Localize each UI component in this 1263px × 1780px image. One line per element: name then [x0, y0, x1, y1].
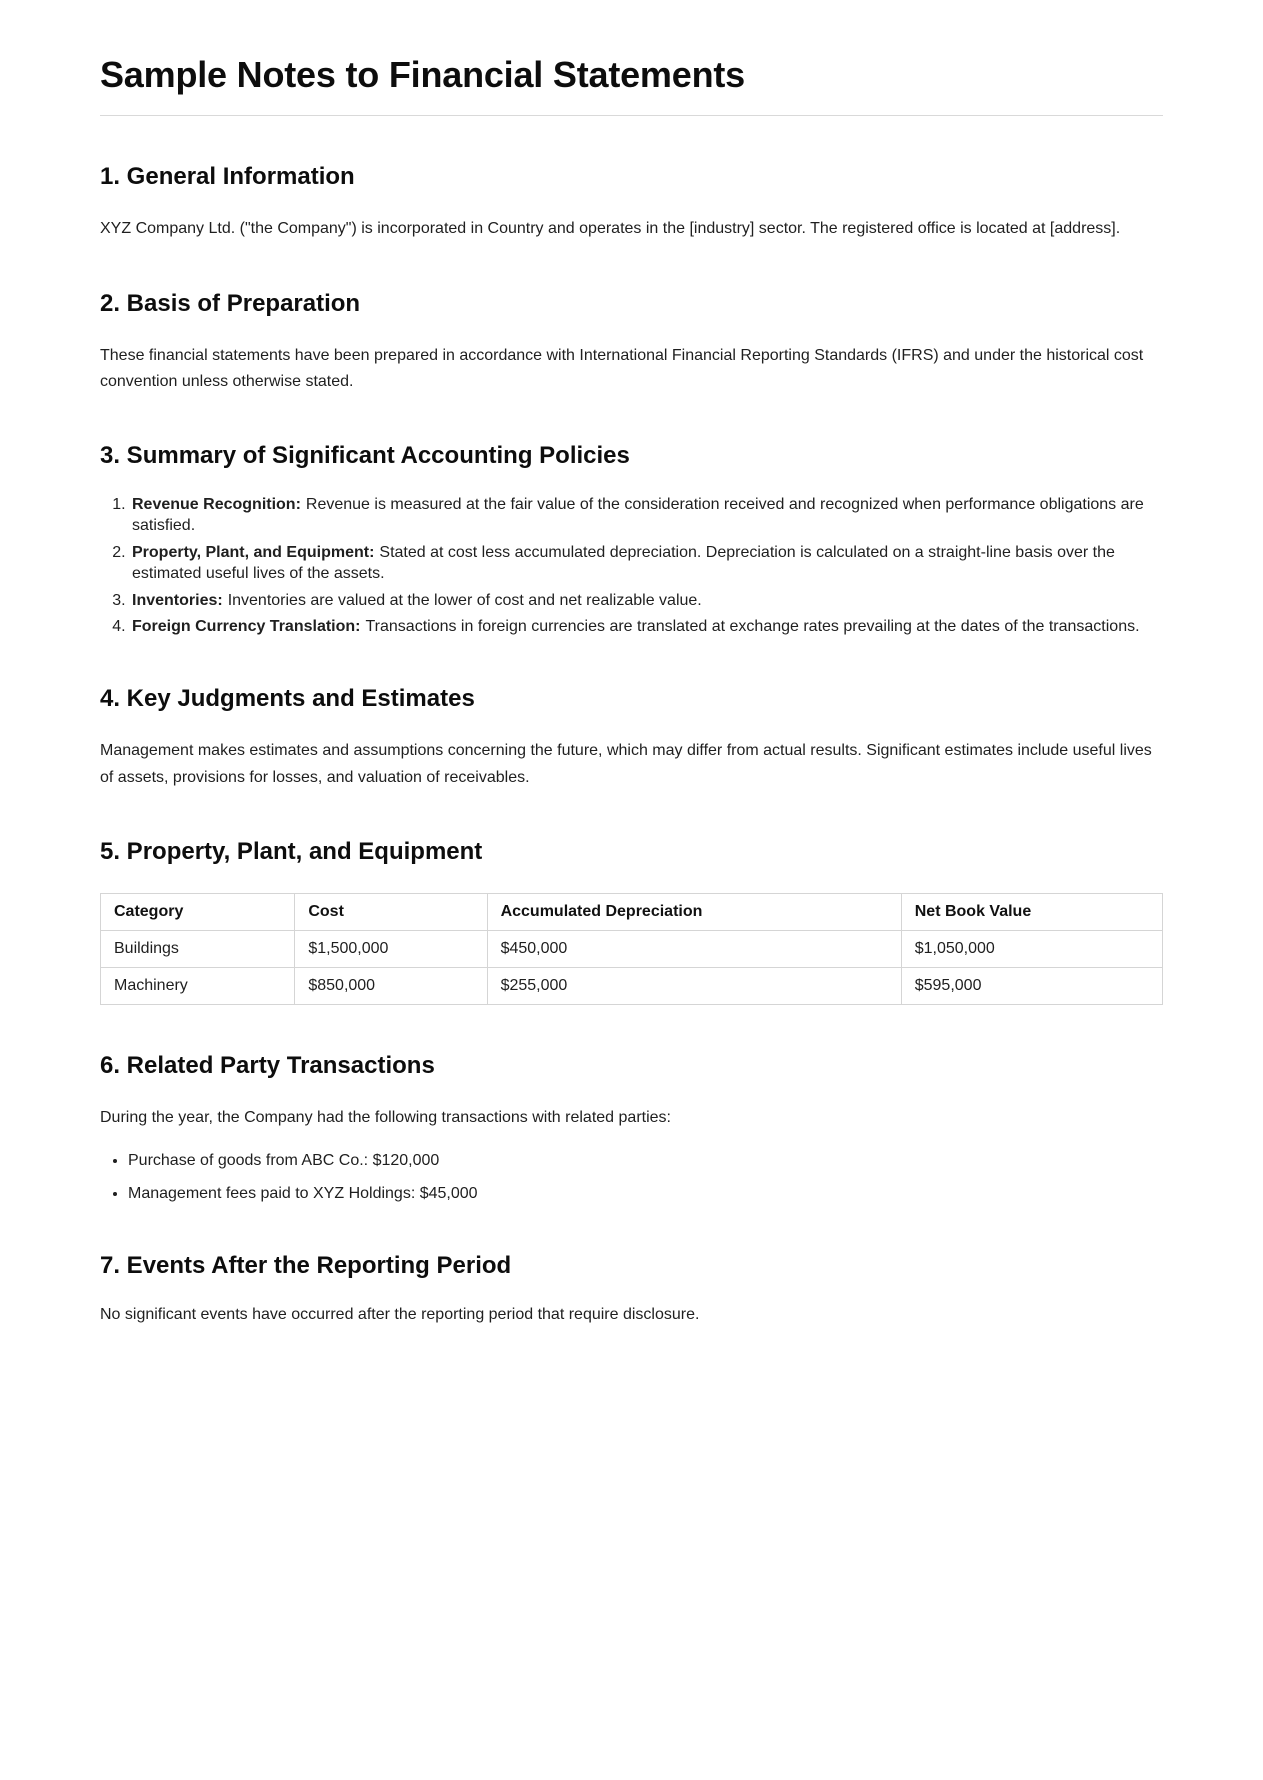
policy-label: Revenue Recognition: — [132, 496, 301, 514]
column-header-cost: Cost — [295, 893, 487, 930]
section-paragraph: These financial statements have been prepared in accordance with International Financial Reporting Standards (IFRS) and under the historical cost convention unless otherwise stated. — [100, 346, 1144, 390]
table-cell: $450,000 — [487, 930, 901, 967]
section-accounting-policies — [100, 441, 1163, 638]
section-judgments-estimates — [100, 684, 1163, 791]
section-heading: 5. Property, Plant, and Equipment — [100, 837, 483, 865]
policy-label: Foreign Currency Translation: — [132, 618, 361, 636]
section-heading: 3. Summary of Significant Accounting Policies — [100, 442, 630, 470]
policy-text: Stated at cost less accumulated depreciation. Depreciation is calculated on a straight-line basis over the estimated useful lives of the assets. — [132, 543, 1115, 582]
table-cell: $850,000 — [295, 967, 487, 1004]
table-cell: $1,500,000 — [295, 930, 487, 967]
section-subsequent-events — [100, 1251, 1163, 1323]
policy-label: Inventories: — [132, 591, 223, 609]
policy-item — [130, 617, 1163, 638]
policy-item — [130, 495, 1163, 537]
table-cell: $255,000 — [487, 967, 901, 1004]
section-paragraph: During the year, the Company had the following transactions with related parties: — [100, 1108, 671, 1126]
policy-text: Inventories are valued at the lower of cost and net realizable value. — [227, 591, 702, 609]
table-cell: Machinery — [101, 967, 295, 1004]
policy-label: Property, Plant, and Equipment: — [132, 543, 375, 561]
section-heading: 1. General Information — [100, 163, 355, 191]
section-heading: 6. Related Party Transactions — [100, 1051, 435, 1079]
table-cell: Buildings — [101, 930, 295, 967]
column-header-category: Category — [101, 893, 295, 930]
clipped-paragraph: No significant events have occurred after the reporting period that require disclosure. — [100, 1305, 700, 1323]
title-divider — [100, 115, 1163, 116]
related-party-list — [100, 1149, 1163, 1204]
section-paragraph: Management makes estimates and assumptions concerning the future, which may differ from actual results. Significant estimates include useful lives of assets, provisions for losses, and valuation of receivables. — [100, 742, 1152, 786]
bullet-item: • Purchase of goods from ABC Co.: $120,000 — [128, 1149, 1163, 1172]
section-heading: 2. Basis of Preparation — [100, 289, 361, 317]
table-header-row — [101, 893, 1163, 930]
column-header-net-book-value: Net Book Value — [901, 893, 1162, 930]
bullet-item: • Management fees paid to XYZ Holdings: $45,000 — [128, 1182, 1163, 1205]
section-related-party — [100, 1051, 1163, 1205]
column-header-accumulated-depreciation: Accumulated Depreciation — [487, 893, 901, 930]
section-general-information — [100, 162, 1163, 242]
policy-item — [130, 543, 1163, 585]
policy-text: Transactions in foreign currencies are translated at exchange rates prevailing at the dates of the transactions. — [365, 618, 1140, 636]
section-basis-of-preparation — [100, 289, 1163, 396]
table-cell: $1,050,000 — [901, 930, 1162, 967]
policies-list — [100, 495, 1163, 638]
table-cell: $595,000 — [901, 967, 1162, 1004]
section-paragraph: XYZ Company Ltd. ("the Company") is incorporated in Country and operates in the [industry] sector. The registered office is located at [address]. — [100, 220, 1121, 238]
policy-item — [130, 591, 1163, 612]
policy-text: Revenue is measured at the fair value of the consideration received and recognized when performance obligations are satisfied. — [132, 496, 1144, 535]
section-heading: 7. Events After the Reporting Period — [100, 1251, 512, 1279]
table-row — [101, 967, 1163, 1004]
ppe-table — [100, 893, 1163, 1005]
clipped-text-region — [100, 1305, 1163, 1323]
table-row — [101, 930, 1163, 967]
page-title: Sample Notes to Financial Statements — [100, 54, 745, 95]
section-heading: 4. Key Judgments and Estimates — [100, 685, 475, 713]
section-ppe — [100, 837, 1163, 1005]
